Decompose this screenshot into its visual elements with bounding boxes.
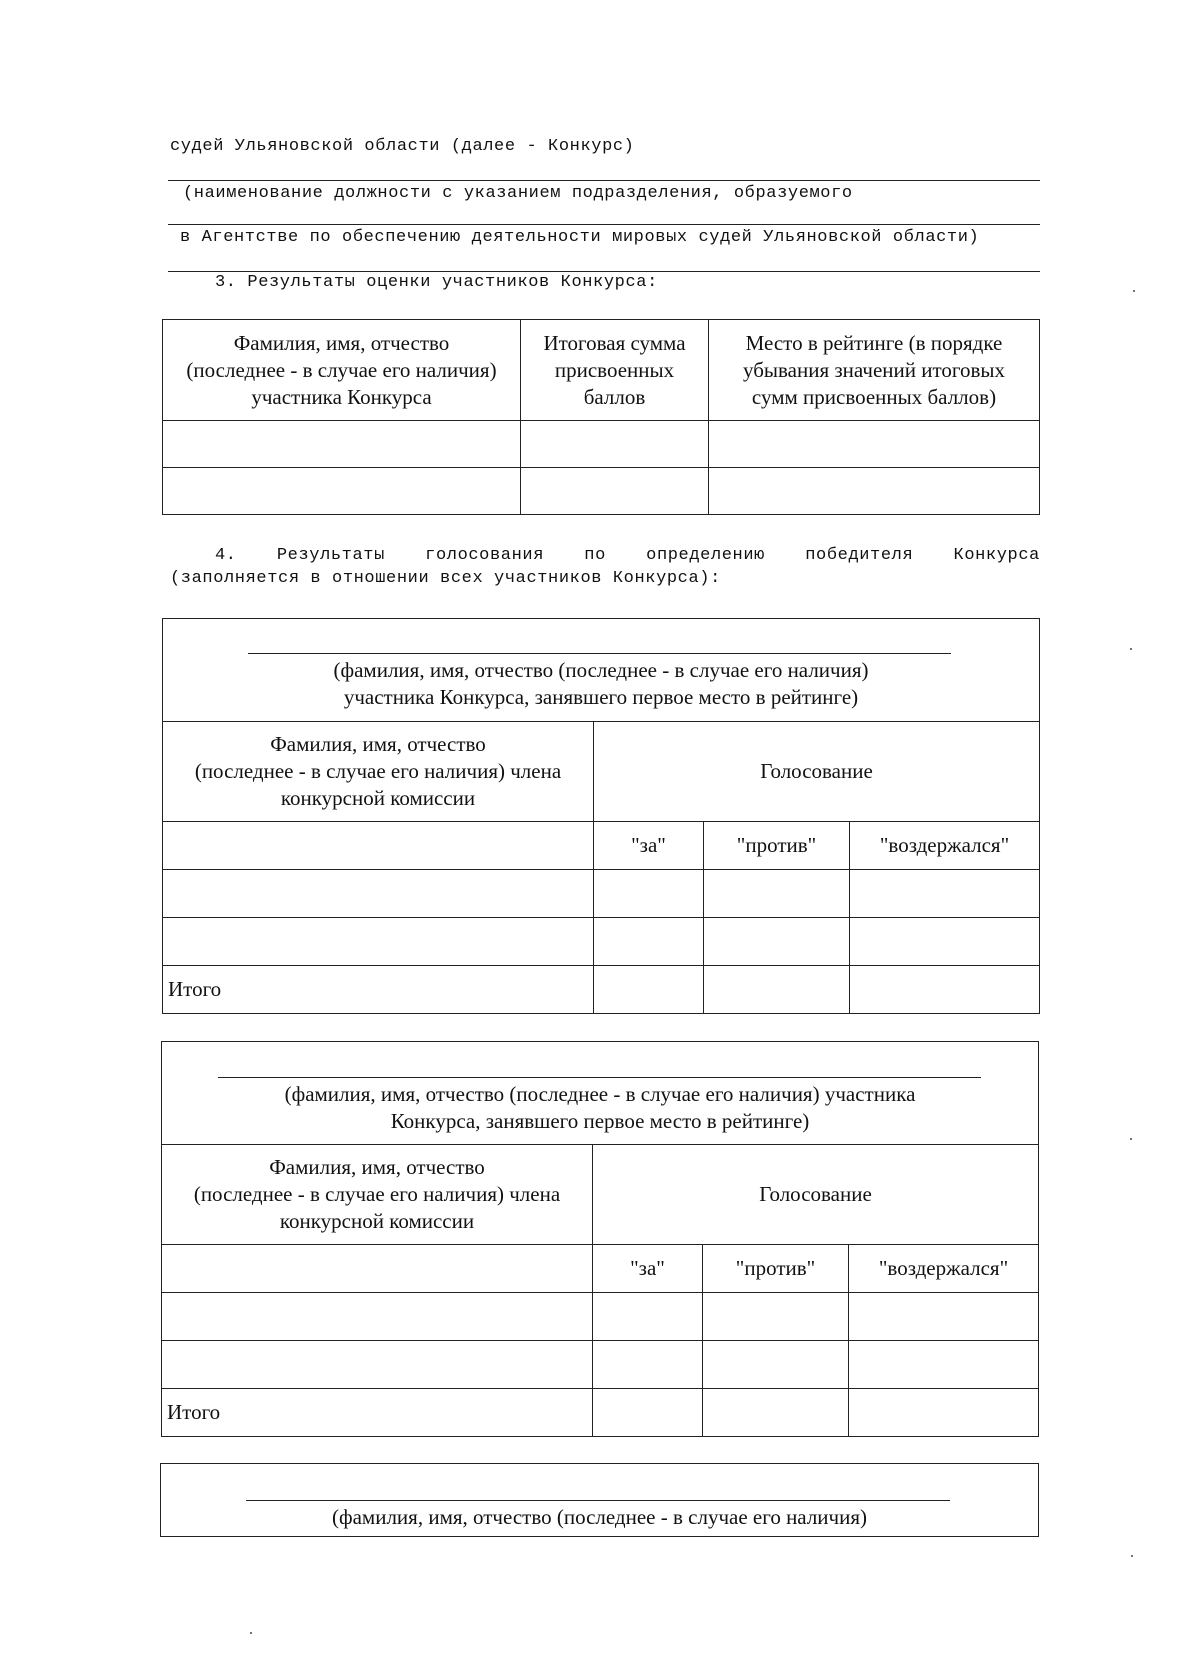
heading-word: по xyxy=(584,546,606,565)
header-line: судей Ульяновской области (далее - Конкурс) xyxy=(170,137,635,156)
vote-block-2-caption-2: Конкурса, занявшего первое место в рейтинге) xyxy=(390,1109,810,1133)
heading-word: Результаты xyxy=(276,546,385,565)
header-commission-member: Фамилия, имя, отчество (последнее - в случае его наличия) члена конкурсной комиссии xyxy=(162,1145,593,1245)
scan-speck xyxy=(250,1632,252,1634)
header-rule-2 xyxy=(168,224,1040,225)
option-abstained: "воздержался" xyxy=(850,822,1040,870)
header-rule-1 xyxy=(168,180,1040,181)
participants-rating-table xyxy=(162,319,1040,515)
table-cell xyxy=(163,822,594,870)
total-label: Итого xyxy=(163,966,594,1014)
scan-speck xyxy=(1133,290,1135,292)
position-caption-1: (наименование должности с указанием подразделения, образуемого xyxy=(183,184,853,203)
vote-block-3-caption-1: (фамилия, имя, отчество (последнее - в случае его наличия) xyxy=(332,1505,867,1529)
table-cell xyxy=(163,468,521,515)
table-cell xyxy=(593,1389,703,1437)
candidate-name-line-3 xyxy=(246,1500,950,1501)
table-cell xyxy=(849,1293,1039,1341)
option-for: "за" xyxy=(594,822,704,870)
heading-word: определению xyxy=(646,546,765,565)
table-cell xyxy=(163,421,521,468)
header-commission-member: Фамилия, имя, отчество (последнее - в случае его наличия) члена конкурсной комиссии xyxy=(163,722,594,822)
table-cell xyxy=(704,966,850,1014)
scan-speck xyxy=(1130,1138,1132,1140)
table-cell xyxy=(703,1341,849,1389)
header-total-score: Итоговая сумма присвоенных баллов xyxy=(521,320,709,421)
table-cell xyxy=(709,421,1040,468)
table-cell xyxy=(849,1389,1039,1437)
header-voting: Голосование xyxy=(594,722,1040,822)
table-cell xyxy=(850,870,1040,918)
header-rating-place: Место в рейтинге (в порядке убывания значений итоговых сумм присвоенных баллов) xyxy=(709,320,1040,421)
table-cell xyxy=(709,468,1040,515)
vote-block-1-caption-2: участника Конкурса, занявшего первое место в рейтинге) xyxy=(343,685,859,709)
option-against: "против" xyxy=(703,1245,849,1293)
table-cell xyxy=(594,918,704,966)
header-voting: Голосование xyxy=(593,1145,1039,1245)
table-cell xyxy=(704,870,850,918)
header-rule-3 xyxy=(168,271,1040,272)
total-label: Итого xyxy=(162,1389,593,1437)
table-row xyxy=(162,1293,1039,1341)
table-row xyxy=(163,918,1040,966)
option-for: "за" xyxy=(593,1245,703,1293)
table-row xyxy=(163,468,1040,515)
scan-speck xyxy=(1130,648,1132,650)
table-cell xyxy=(521,421,709,468)
table-row xyxy=(163,421,1040,468)
table-cell xyxy=(703,1293,849,1341)
total-row xyxy=(163,966,1040,1014)
table-row xyxy=(162,1341,1039,1389)
table-cell xyxy=(593,1293,703,1341)
heading-word: голосования xyxy=(425,546,544,565)
table-cell xyxy=(850,918,1040,966)
vote-table-1 xyxy=(162,721,1040,1014)
vote-block-2-caption-1: (фамилия, имя, отчество (последнее - в случае его наличия) участника xyxy=(284,1082,916,1106)
table-cell xyxy=(162,1245,593,1293)
vote-block-1-caption-1: (фамилия, имя, отчество (последнее - в случае его наличия) xyxy=(333,658,869,682)
heading-word: Конкурса xyxy=(953,546,1040,565)
scan-speck xyxy=(1131,1555,1133,1557)
table-cell xyxy=(849,1341,1039,1389)
table-cell xyxy=(163,870,594,918)
section-4-heading-line-2: (заполняется в отношении всех участников Конкурса): xyxy=(170,569,721,588)
table-cell xyxy=(162,1341,593,1389)
position-caption-2: в Агентстве по обеспечению деятельности мировых судей Ульяновской области) xyxy=(180,228,980,247)
vote-table-2 xyxy=(161,1144,1039,1437)
table-cell xyxy=(703,1389,849,1437)
table-row xyxy=(163,870,1040,918)
table-cell xyxy=(850,966,1040,1014)
header-participant-name: Фамилия, имя, отчество (последнее - в случае его наличия) участника Конкурса xyxy=(163,320,521,421)
table-cell xyxy=(593,1341,703,1389)
table-cell xyxy=(162,1293,593,1341)
table-cell xyxy=(704,918,850,966)
section-3-heading: 3. Результаты оценки участников Конкурса: xyxy=(215,273,658,292)
heading-word: победителя xyxy=(805,546,914,565)
heading-word: 4. xyxy=(215,546,237,565)
candidate-name-line-2 xyxy=(218,1077,981,1078)
option-against: "против" xyxy=(704,822,850,870)
candidate-name-line-1 xyxy=(248,653,951,654)
option-abstained: "воздержался" xyxy=(849,1245,1039,1293)
table-cell xyxy=(521,468,709,515)
table-cell xyxy=(594,870,704,918)
table-cell xyxy=(163,918,594,966)
section-4-heading-line-1 xyxy=(215,546,1040,565)
table-cell xyxy=(594,966,704,1014)
total-row xyxy=(162,1389,1039,1437)
